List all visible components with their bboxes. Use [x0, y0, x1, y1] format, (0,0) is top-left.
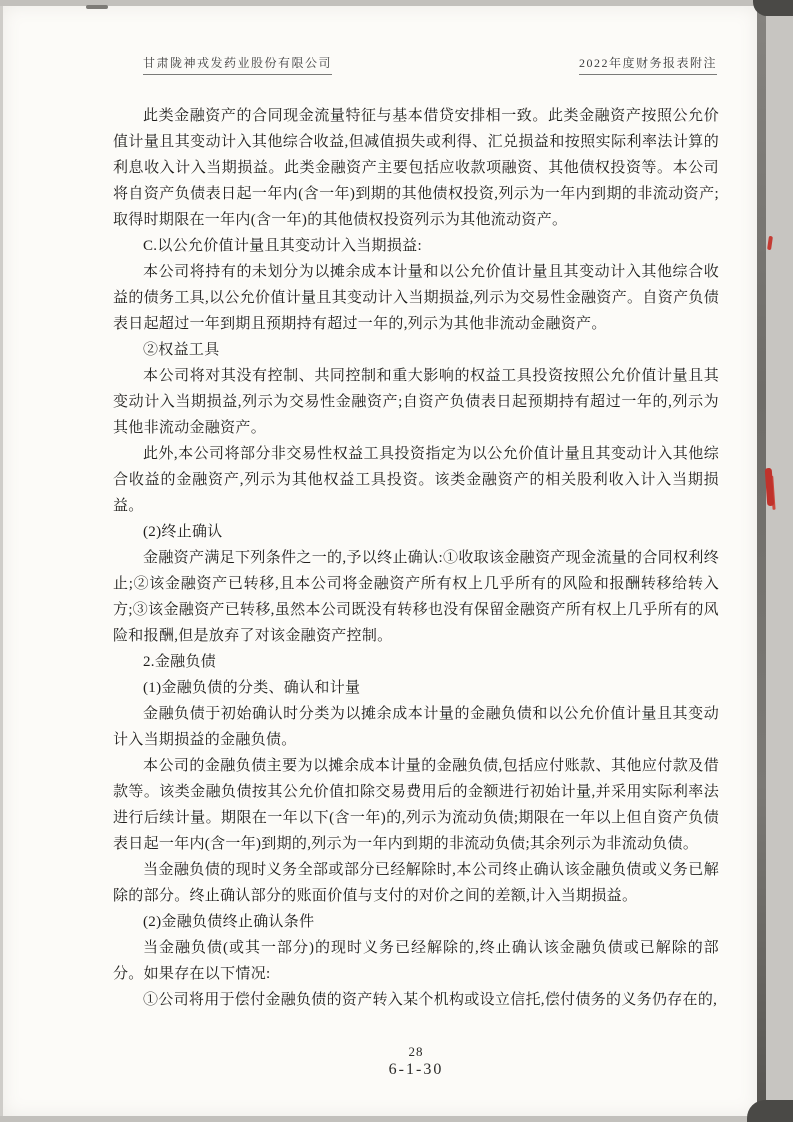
scan-edge-top — [0, 0, 793, 6]
paragraph: 本公司将对其没有控制、共同控制和重大影响的权益工具投资按照公允价值计量且其变动计入当期损益,列示为交易性金融资产;自资产负债表日起预期持有超过一年的,列示为其他非流动金融资产。 — [113, 368, 719, 436]
page-footer — [113, 1044, 719, 1079]
document-number: 6-1-30 — [388, 1061, 444, 1078]
paragraph: 本公司的金融负债主要为以摊余成本计量的金融负债,包括应付账款、其他应付款及借款等。该类金融负债按其公允价值扣除交易费用后的金额进行初始计量,并采用实际利率法进行后续计量。期限在一年以下(含一年)的,列示为流动负债;期限在一年以上但自资产负债表日起一年内(含一年)到期的,列示为一年内到期的非流动负债;其余列示为非流动负债。 — [113, 758, 719, 852]
page-header — [143, 54, 717, 75]
scan-edge-shadow — [757, 0, 766, 1122]
header-company-name: 甘肃陇神戎发药业股份有限公司 — [143, 54, 332, 75]
header-report-title: 2022年度财务报表附注 — [579, 54, 717, 75]
paragraph-heading: (2)终止确认 — [143, 524, 223, 540]
paragraph: 金融资产满足下列条件之一的,予以终止确认:①收取该金融资产现金流量的合同权利终止;②该金融资产已转移,且本公司将金融资产所有权上几乎所有的风险和报酬转移给转入方;③该金融资产已转移,虽然本公司既没有转移也没有保留金融资产所有权上几乎所有的风险和报酬,但是放弃了对该金融资产控制。 — [113, 550, 719, 644]
paragraph-heading: ②权益工具 — [143, 342, 220, 358]
scan-smudge-bottom-right — [747, 1100, 793, 1122]
document-body — [113, 103, 719, 1013]
paragraph-heading: C.以公允价值计量且其变动计入当期损益: — [143, 238, 422, 254]
paragraph: 此类金融资产的合同现金流量特征与基本借贷安排相一致。此类金融资产按照公允价值计量且其变动计入其他综合收益,但减值损失或利得、汇兑损益和按照实际利率法计算的利息收入计入当期损益。此类金融资产主要包括应收款项融资、其他债权投资等。本公司将自资产负债表日起一年内(含一年)到期的其他债权投资,列示为一年内到期的非流动资产;取得时期限在一年内(含一年)的其他债权投资列示为其他流动资产。 — [113, 108, 719, 228]
paragraph: ①公司将用于偿付金融负债的资产转入某个机构或设立信托,偿付债务的义务仍存在的, — [143, 992, 718, 1008]
paragraph: 当金融负债的现时义务全部或部分已经解除时,本公司终止确认该金融负债或义务已解除的部分。终止确认部分的账面价值与支付的对价之间的差额,计入当期损益。 — [113, 862, 719, 904]
paragraph: 此外,本公司将部分非交易性权益工具投资指定为以公允价值计量且其变动计入其他综合收益的金融资产,列示为其他权益工具投资。该类金融资产的相关股利收入计入当期损益。 — [113, 446, 719, 514]
scan-edge-bottom — [0, 1116, 793, 1122]
scan-smudge-top-right — [753, 0, 793, 16]
scan-smudge-top-left — [86, 5, 108, 9]
paragraph: 本公司将持有的未划分为以摊余成本计量和以公允价值计量且其变动计入其他综合收益的债务工具,以公允价值计量且其变动计入当期损益,列示为交易性金融资产。自资产负债表日起超过一年到期且预期持有超过一年的,列示为其他非流动金融资产。 — [113, 264, 719, 332]
page-number: 28 — [408, 1044, 424, 1059]
paragraph-heading: (1)金融负债的分类、确认和计量 — [143, 680, 361, 696]
document-page — [3, 6, 757, 1116]
paragraph: 金融负债于初始确认时分类为以摊余成本计量的金融负债和以公允价值计量且其变动计入当期损益的金融负债。 — [113, 706, 719, 748]
paragraph: 当金融负债(或其一部分)的现时义务已经解除的,终止确认该金融负债或已解除的部分。如果存在以下情况: — [113, 940, 719, 982]
paragraph-heading: (2)金融负债终止确认条件 — [143, 914, 315, 930]
paragraph-heading: 2.金融负债 — [143, 654, 217, 670]
